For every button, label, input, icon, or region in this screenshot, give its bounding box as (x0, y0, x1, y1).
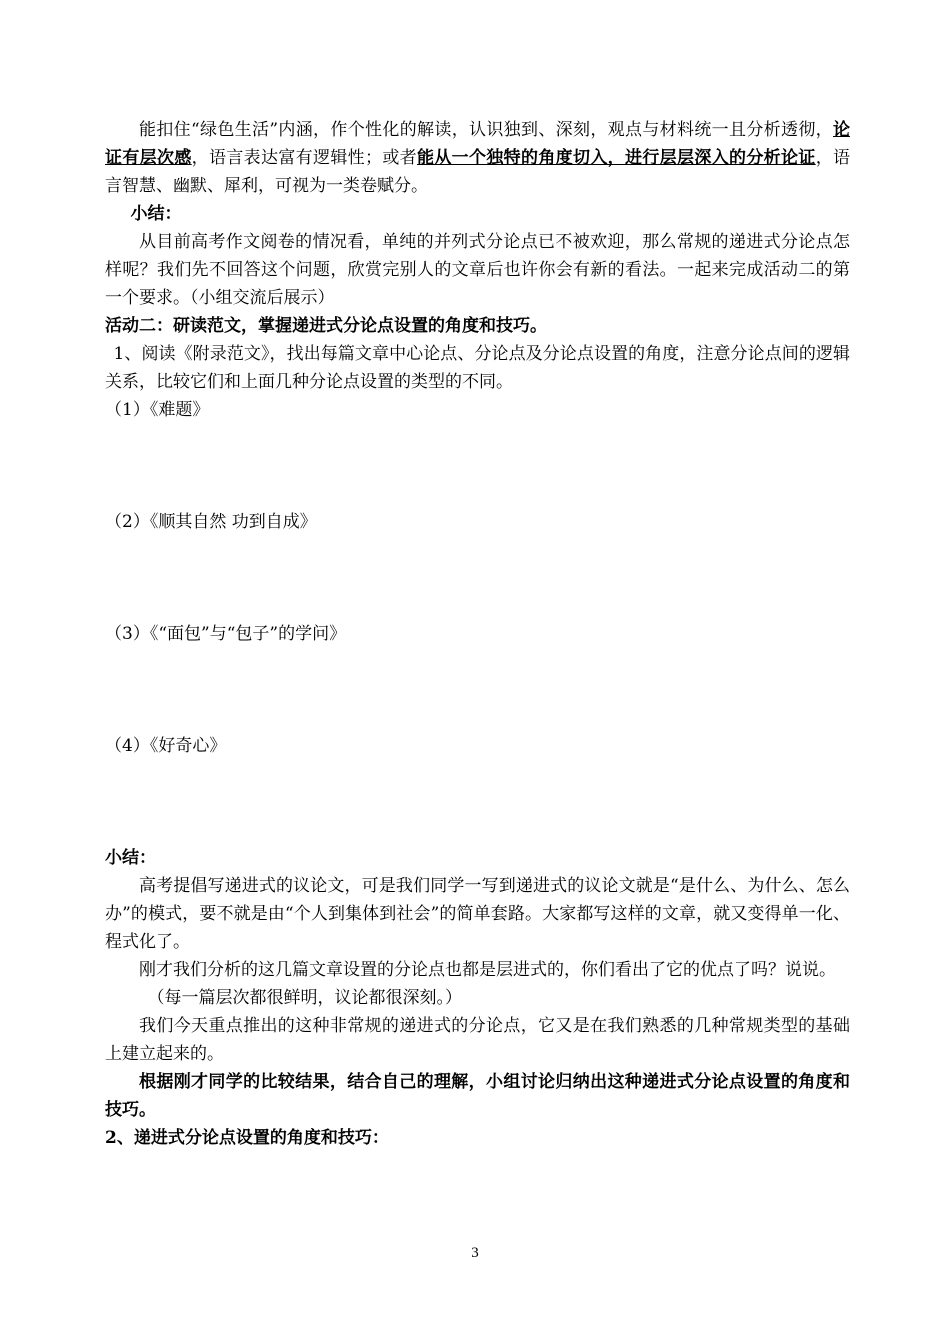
task-1-text: 1、阅读《附录范文》，找出每篇文章中心论点、分论点及分论点设置的角度，注意分论点间的逻辑关系，比较它们和上面几种分论点设置的类型的不同。 (105, 344, 850, 392)
criteria-text-3: ，语言智慧、幽默、犀利，可视为一类卷赋分。 (105, 148, 851, 196)
answer-space (105, 760, 850, 844)
essay-item-3: （3）《“面包”与“包子”的学问》 (105, 624, 347, 644)
answer-space (105, 424, 850, 508)
summary-1-text: 从目前高考作文阅卷的情况看，单纯的并列式分论点已不被欢迎，那么常规的递进式分论点怎样呢？我们先不回答这个问题，欣赏完别人的文章后也许你会有新的看法。一起来完成活动二的第一个要求。（小组交流后展示） (105, 232, 850, 308)
essay-item-4: （4）《好奇心》 (105, 736, 227, 756)
essay-item-2: （2）《顺其自然 功到自成》 (105, 512, 317, 532)
summary-2-label: 小结： (105, 848, 156, 868)
criteria-emphasis-1: 论证有层次感 (105, 120, 850, 168)
summary-1-label: 小结： (130, 204, 182, 224)
paragraph-scoring-criteria (105, 116, 850, 200)
criteria-text-1: 能扣住“绿色生活”内涵，作个性化的解读，认识独到、深刻，观点与材料统一且分析透彻， (139, 120, 833, 140)
criteria-emphasis-2: 能从一个独特的角度切入，进行层层深入的分析论证 (417, 148, 816, 168)
task-2-heading: 2、递进式分论点设置的角度和技巧： (105, 1128, 389, 1148)
summary-2-paragraph-4: 我们今天重点推出的这种非常规的递进式的分论点，它又是在我们熟悉的几种常规类型的基础上建立起来的。 (105, 1016, 850, 1064)
activity-2-heading: 活动二：研读范文，掌握递进式分论点设置的角度和技巧。 (105, 316, 547, 336)
criteria-text-2: ，语言表达富有逻辑性；或者 (191, 148, 418, 168)
summary-2-paragraph-1: 高考提倡写递进式的议论文，可是我们同学一写到递进式的议论文就是“是什么、为什么、怎么办”的模式，要不就是由“个人到集体到社会”的简单套路。大家都写这样的文章，就又变得单一化、程式化了。 (105, 876, 850, 952)
answer-space (105, 536, 850, 620)
document-page (105, 116, 850, 1152)
page-number: 3 (471, 1245, 479, 1261)
answer-space (105, 648, 850, 732)
summary-2-paragraph-3: （每一篇层次都很鲜明，议论都很深刻。） (147, 988, 462, 1008)
summary-2-paragraph-5: 根据刚才同学的比较结果，结合自己的理解，小组讨论归纳出这种递进式分论点设置的角度和技巧。 (105, 1072, 850, 1120)
essay-item-1: （1）《难题》 (105, 400, 210, 420)
summary-2-paragraph-2: 刚才我们分析的这几篇文章设置的分论点也都是层进式的，你们看出了它的优点了吗？说说。 (139, 960, 836, 980)
